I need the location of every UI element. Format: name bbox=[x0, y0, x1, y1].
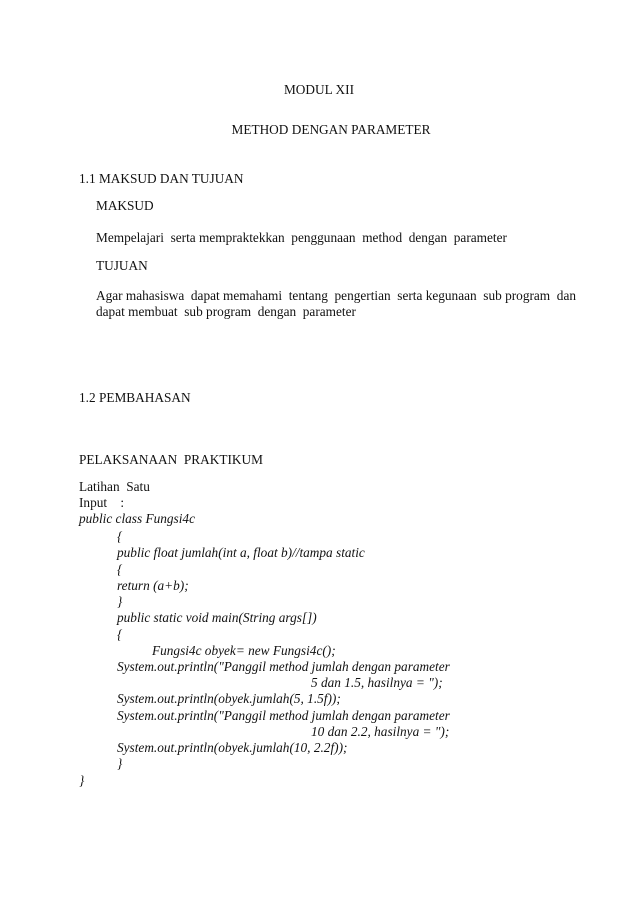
praktikum-heading: PELAKSANAAN PRAKTIKUM bbox=[79, 452, 263, 467]
code-line: public float jumlah(int a, float b)//tampa static bbox=[117, 545, 365, 560]
code-line: } bbox=[117, 594, 123, 609]
code-line: System.out.println(obyek.jumlah(5, 1.5f)); bbox=[117, 691, 341, 706]
latihan-label: Latihan Satu bbox=[79, 479, 150, 494]
code-line: System.out.println("Panggil method jumlah dengan parameter bbox=[117, 708, 450, 723]
tujuan-text-line2: dapat membuat sub program dengan parameter bbox=[96, 304, 356, 319]
code-line: { bbox=[117, 562, 123, 577]
tujuan-text-line1: Agar mahasiswa dapat memahami tentang pengertian serta kegunaan sub program dan bbox=[96, 288, 576, 303]
code-line: } bbox=[117, 756, 123, 771]
code-line: return (a+b); bbox=[117, 578, 189, 593]
code-line: } bbox=[79, 773, 85, 788]
code-line: { bbox=[117, 627, 123, 642]
section-heading-1-1: 1.1 MAKSUD DAN TUJUAN bbox=[79, 171, 244, 186]
code-line: { bbox=[117, 529, 123, 544]
tujuan-label: TUJUAN bbox=[96, 258, 148, 273]
code-line: 10 dan 2.2, hasilnya = "); bbox=[311, 724, 450, 739]
input-label: Input : bbox=[79, 495, 125, 510]
maksud-text: Mempelajari serta mempraktekkan penggunaan method dengan parameter bbox=[96, 230, 507, 245]
module-subtitle: METHOD DENGAN PARAMETER bbox=[231, 122, 431, 137]
maksud-label: MAKSUD bbox=[96, 198, 154, 213]
code-line: public static void main(String args[]) bbox=[117, 610, 317, 625]
code-line: System.out.println(obyek.jumlah(10, 2.2f)); bbox=[117, 740, 348, 755]
section-heading-1-2: 1.2 PEMBAHASAN bbox=[79, 390, 191, 405]
code-line: System.out.println("Panggil method jumlah dengan parameter bbox=[117, 659, 450, 674]
module-title: MODUL XII bbox=[283, 82, 355, 97]
code-line: public class Fungsi4c bbox=[79, 511, 195, 526]
code-line: 5 dan 1.5, hasilnya = "); bbox=[311, 675, 443, 690]
code-line: Fungsi4c obyek= new Fungsi4c(); bbox=[152, 643, 336, 658]
